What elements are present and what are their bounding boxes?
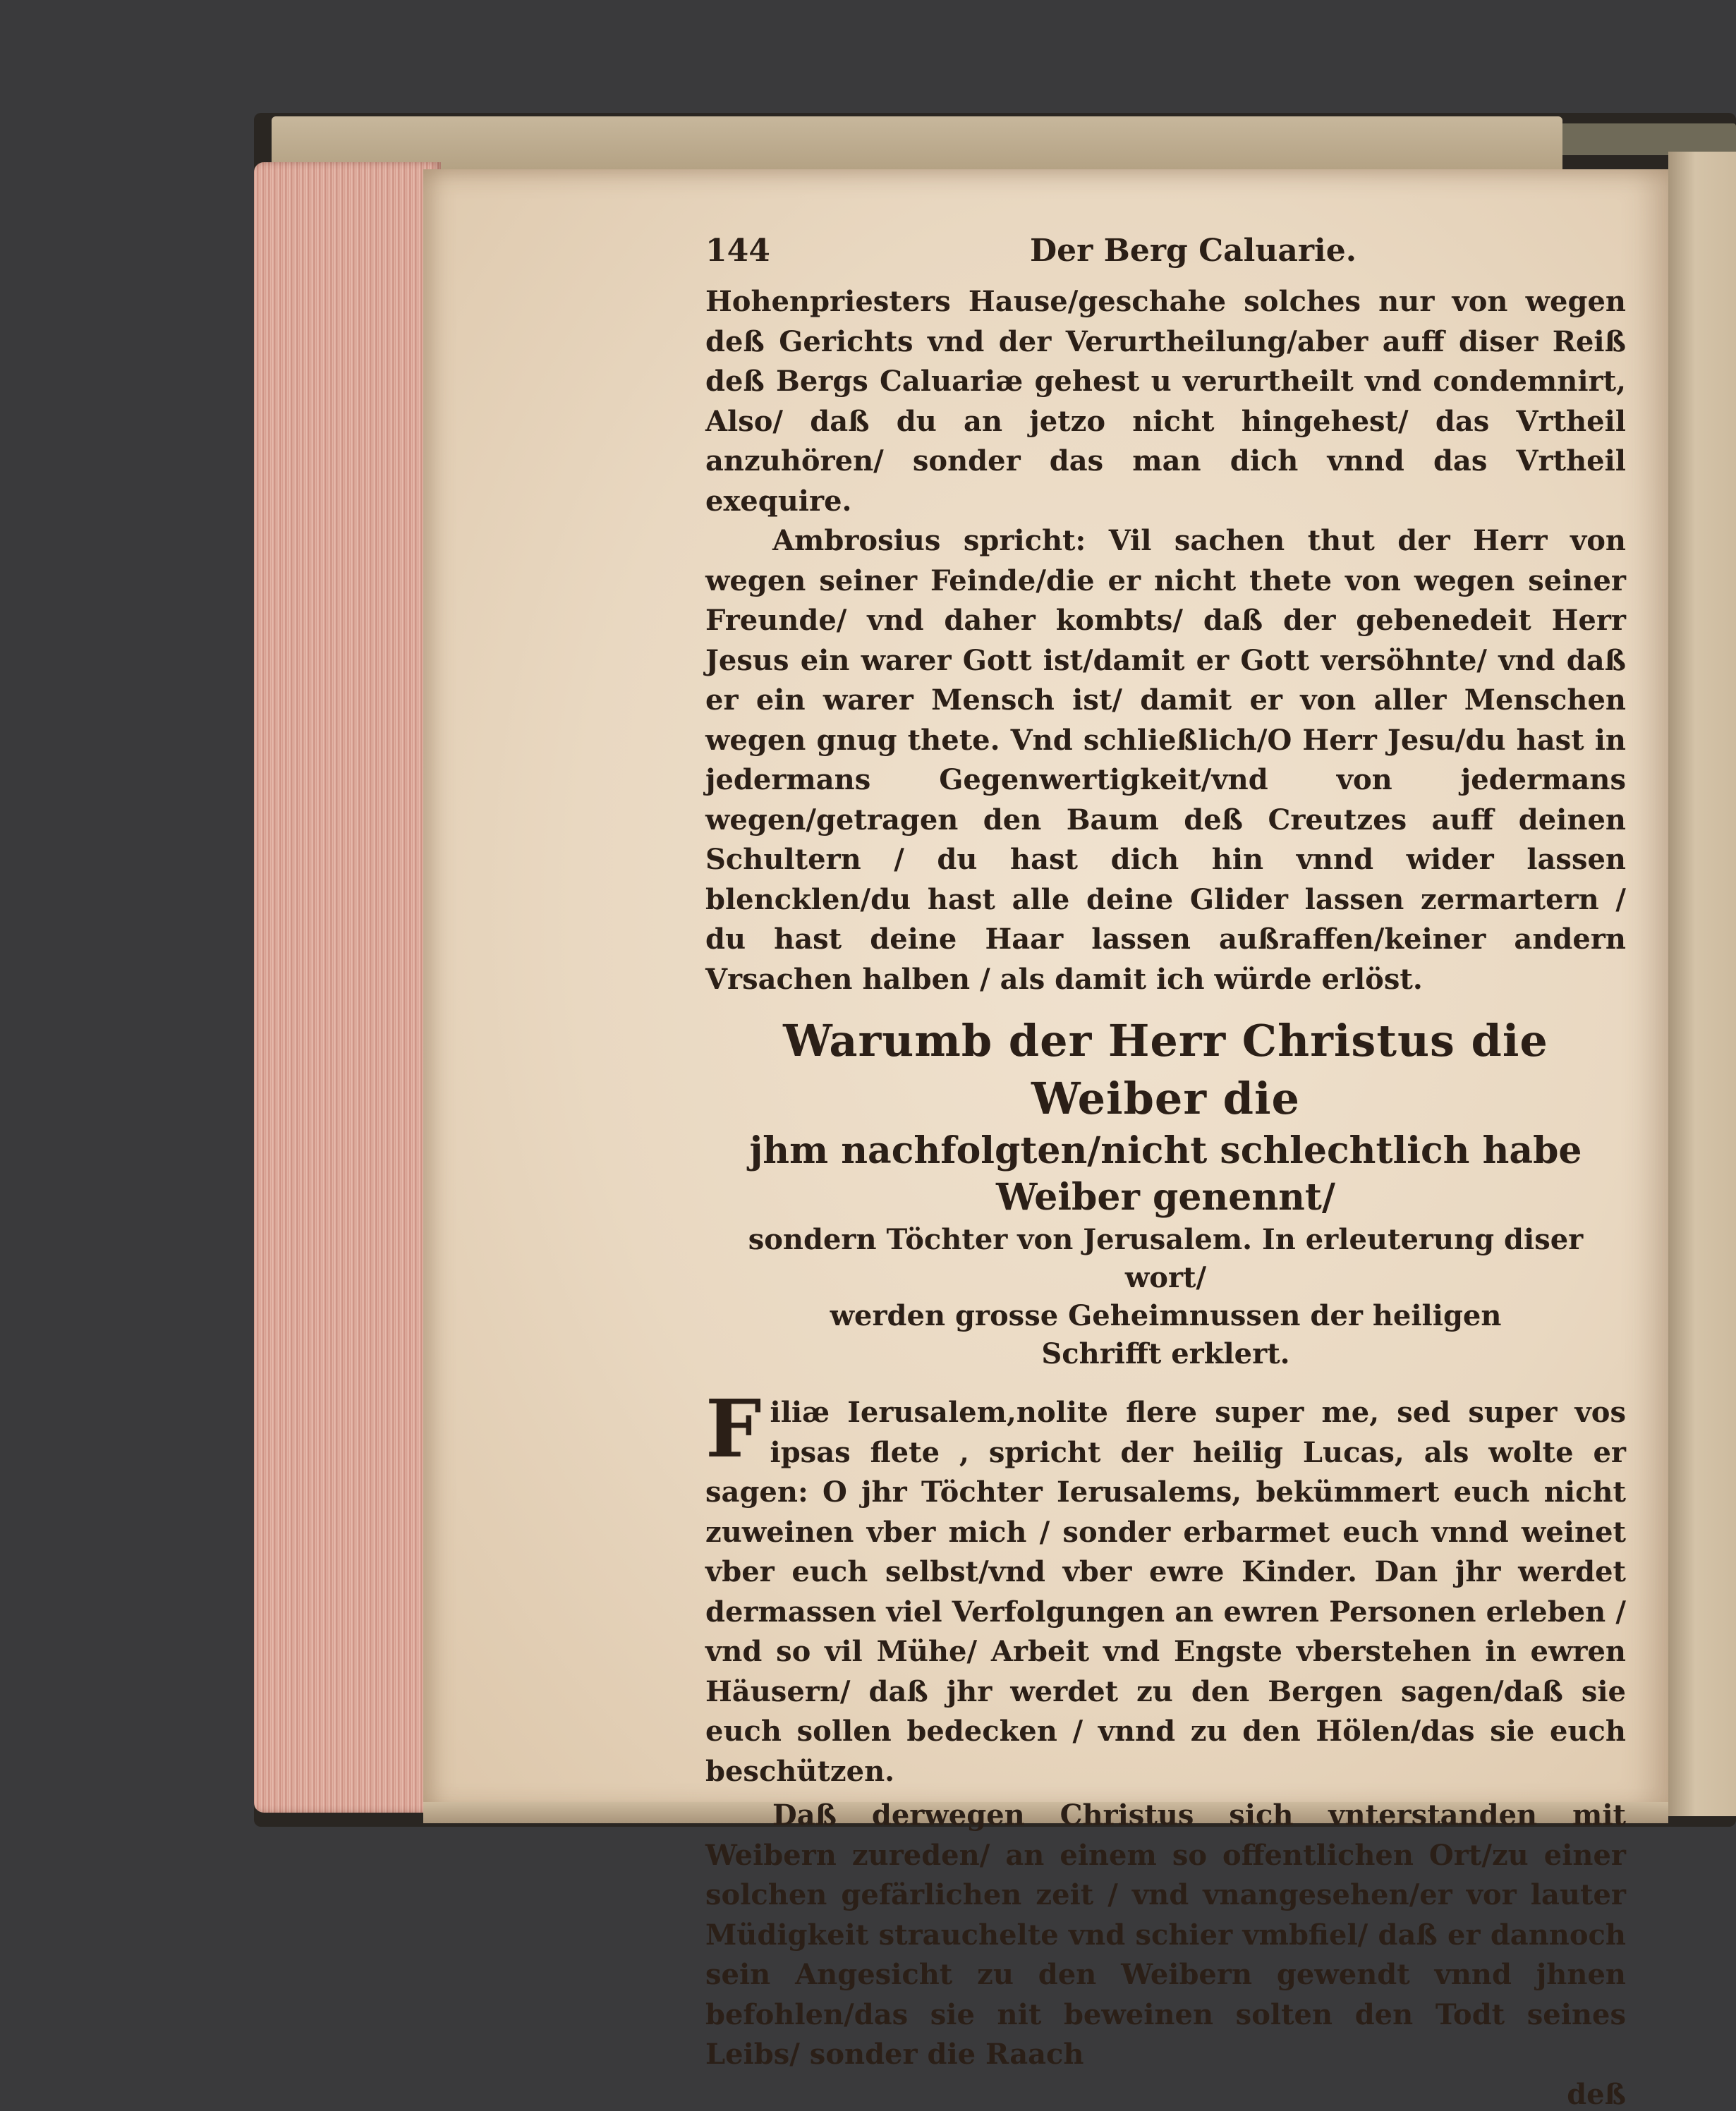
heading-line-2: jhm nachfolgten/nicht schlechtlich habe Weiber genennt/ bbox=[749, 1129, 1582, 1219]
page-text-block bbox=[705, 233, 1626, 2111]
drop-capital: F bbox=[705, 1383, 762, 1476]
paragraph-1: Hohenpriesters Hause/geschahe solches nur von wegen deß Gerichts vnd der Verurtheilung/aber auff diser Reiß deß Bergs Caluariæ gehest u verurtheilt vnd condemnirt, Also/ daß du an jetzo nicht hingehest/ das Vrtheil anzuhören/ sonder das man dich vnnd das Vrtheil exequire. bbox=[705, 285, 1626, 518]
catchword: deß bbox=[1567, 2077, 1626, 2111]
running-head bbox=[705, 233, 1626, 282]
heading-line-4: werden grosse Geheimnussen der heiligen bbox=[830, 1299, 1502, 1332]
paragraph-2 bbox=[705, 521, 1626, 999]
paragraph-2-text: Ambrosius spricht: Vil sachen thut der Herr von wegen seiner Feinde/die er nicht thete von wegen seiner Freunde/ vnd daher kombts/ daß der gebenedeit Herr Jesus ein warer Gott ist/damit er Gott versöhnte/ vnd daß er ein warer Mensch ist/ damit er von aller Menschen wegen gnug thete. Vnd schließlich/O Herr Jesu/du hast in jedermans Gegenwertigkeit/vnd von jedermans wegen/getragen den Baum deß Creutzes auff deinen Schultern / du hast dich hin vnnd wider lassen blencklen/du hast alle deine Glider lassen zermartern / du hast deine Haar lassen außraffen/keiner andern Vrsachen halben / als damit ich würde erlöst. bbox=[705, 524, 1626, 996]
paragraph-3 bbox=[705, 1383, 1626, 1791]
heading-line-3: sondern Töchter von Jerusalem. In erleuterung diser wort/ bbox=[748, 1223, 1584, 1294]
heading-line-5: Schrifft erklert. bbox=[1041, 1337, 1290, 1370]
page-number: 144 bbox=[705, 233, 770, 269]
facing-page-edge bbox=[1668, 152, 1736, 1816]
paragraph-3-text: iliæ Ierusalem,nolite flere super me, sed super vos ipsas flete , spricht der heilig Lucas, als wolte er sagen: O jhr Töchter Ierusalems, bekümmert euch nicht zuweinen vber mich / sonder erbarmet euch vnnd weinet vber euch selbst/vnd vber ewre Kinder. Dan jhr werdet dermassen viel Verfolgungen an ewren Personen erleben / vnd so vil Mühe/ Arbeit vnd Engste vberstehen in ewren Häusern/ daß jhr werdet zu den Bergen sagen/daß sie euch sollen bedecken / vnnd zu den Hölen/das sie euch beschützen. bbox=[705, 1396, 1626, 1788]
paragraph-4-text: Daß derwegen Christus sich vnterstanden mit Weibern zureden/ an einem so offentlichen Ort/zu einer solchen gefärlichen zeit / vnd vnangesehen/er vor lauter Müdigkeit strauchelte vnd schier vmbfiel/ daß er dannoch sein Angesicht zu den Weibern gewendt vnnd jhnen befohlen/das sie nit beweinen solten den Todt seines Leibs/ sonder die Raach bbox=[705, 1799, 1626, 2071]
running-title: Der Berg Caluarie. bbox=[1030, 233, 1357, 269]
book-top-edge bbox=[272, 116, 1562, 169]
section-heading bbox=[705, 1012, 1626, 1373]
heading-line-1: Warumb der Herr Christus die Weiber die bbox=[783, 1015, 1548, 1124]
book-binding bbox=[1548, 123, 1736, 155]
page-edges bbox=[254, 162, 441, 1813]
paragraph-4 bbox=[705, 1796, 1626, 2075]
